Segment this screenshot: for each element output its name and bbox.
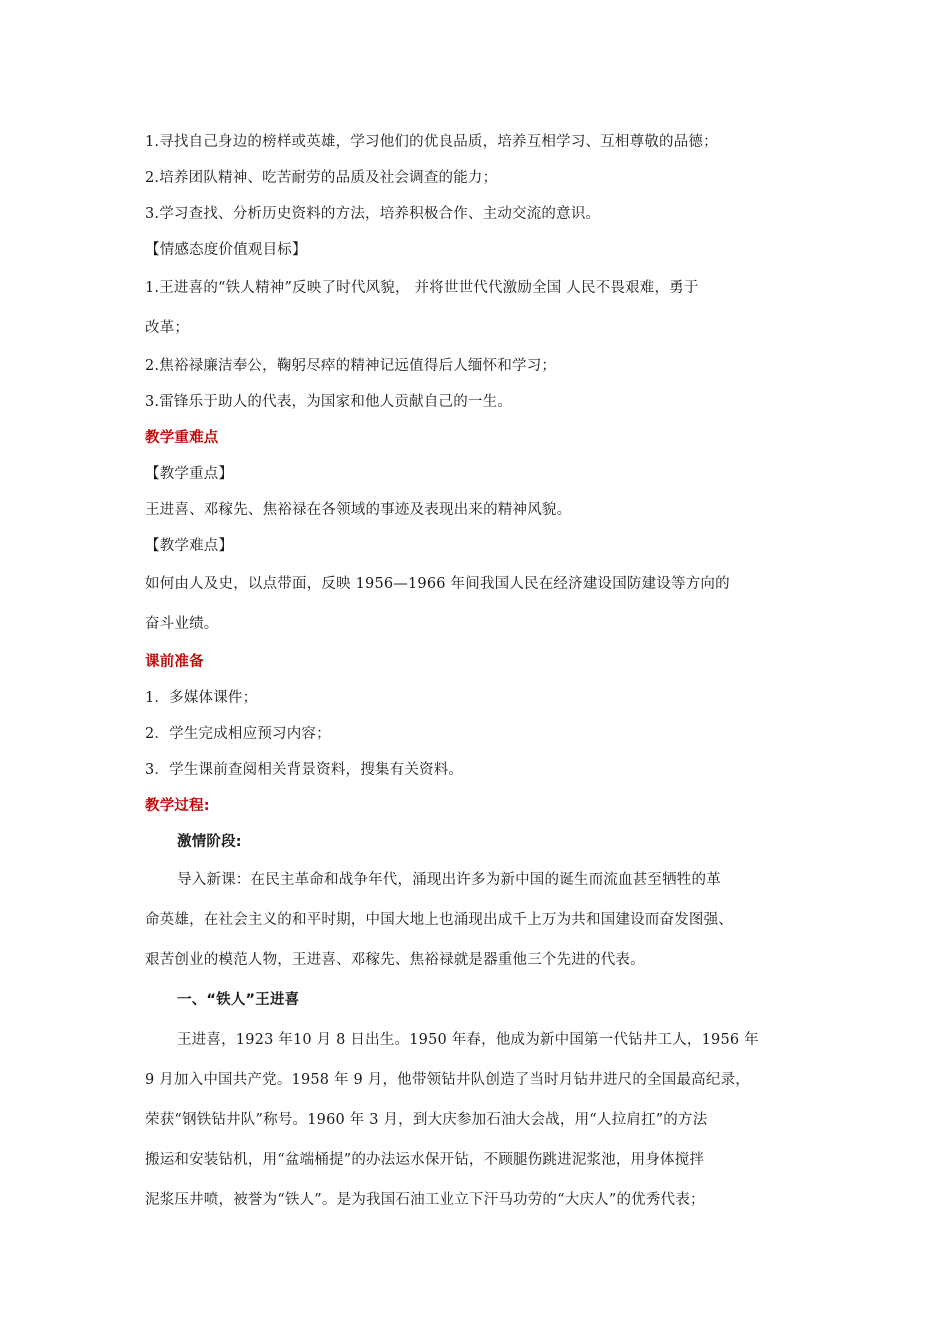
section-1-line-5: 泥浆压井喷，被誉为“铁人”。是为我国石油工业立下汗马功劳的“大庆人”的优秀代表； [145, 1192, 705, 1208]
skill-item-3: 3.学习查找、分析历史资料的方法，培养积极合作、主动交流的意识。 [145, 206, 601, 222]
intro-line-3: 艰苦创业的模范人物，王进喜、邓稼先、焦裕禄就是器重他三个先进的代表。 [145, 952, 645, 968]
preparation-title: 课前准备 [145, 654, 204, 670]
intro-line-1: 导入新课：在民主革命和战争年代，涌现出许多为新中国的诞生而流血甚至牺牲的革 [177, 872, 721, 888]
difficult-heading: 【教学难点】 [145, 538, 234, 554]
intro-line-2: 命英雄，在社会主义的和平时期，中国大地上也涌现出成千上万为共和国建设而奋发图强、 [145, 912, 733, 928]
process-stage: 激情阶段: [177, 834, 242, 850]
preparation-item-3: 3．学生课前查阅相关背景资料，搜集有关资料。 [145, 762, 464, 778]
difficult-line-2: 奋斗业绩。 [145, 616, 219, 632]
key-heading: 【教学重点】 [145, 466, 234, 482]
key-difficult-title: 教学重难点 [145, 430, 219, 446]
process-title: 教学过程: [145, 798, 210, 814]
skill-item-2: 2.培养团队精神、吃苦耐劳的品质及社会调查的能力； [145, 170, 498, 186]
document-page [145, 124, 825, 1220]
section-1-line-2: 9 月加入中国共产党。1958 年 9 月，他带领钻井队创造了当时月钻井进尺的全国最高纪录， [145, 1072, 750, 1088]
section-1-title: 一、“铁人”王进喜 [177, 992, 300, 1008]
preparation-item-2: 2．学生完成相应预习内容； [145, 726, 331, 742]
values-item-1-line-2: 改革； [145, 320, 190, 336]
difficult-line-1: 如何由人及史，以点带面，反映 1956—1966 年间我国人民在经济建设国防建设等方向的 [145, 576, 730, 592]
values-item-1-line-1: 1.王进喜的“铁人精神”反映了时代风貌， 并将世世代代激励全国 人民不畏艰难，勇于 [145, 280, 699, 296]
section-1-line-4: 搬运和安装钻机，用“盆端桶提”的办法运水保开钻，不顾腿伤跳进泥浆池，用身体搅拌 [145, 1152, 705, 1168]
values-heading: 【情感态度价值观目标】 [145, 242, 307, 258]
skill-item-1: 1.寻找自己身边的榜样或英雄，学习他们的优良品质，培养互相学习、互相尊敬的品德； [145, 134, 718, 150]
section-1-line-1: 王进喜，1923 年10 月 8 日出生。1950 年春，他成为新中国第一代钻井工人，1956 年 [177, 1032, 759, 1048]
values-item-3: 3.雷锋乐于助人的代表，为国家和他人贡献自己的一生。 [145, 394, 513, 410]
preparation-item-1: 1．多媒体课件； [145, 690, 258, 706]
values-item-2: 2.焦裕禄廉洁奉公，鞠躬尽瘁的精神记远值得后人缅怀和学习； [145, 358, 557, 374]
section-1-line-3: 荣获“钢铁钻井队”称号。1960 年 3 月，到大庆参加石油大会战，用“人拉肩扛”的方法 [145, 1112, 708, 1128]
key-text: 王进喜、邓稼先、焦裕禄在各领域的事迹及表现出来的精神风貌。 [145, 502, 572, 518]
